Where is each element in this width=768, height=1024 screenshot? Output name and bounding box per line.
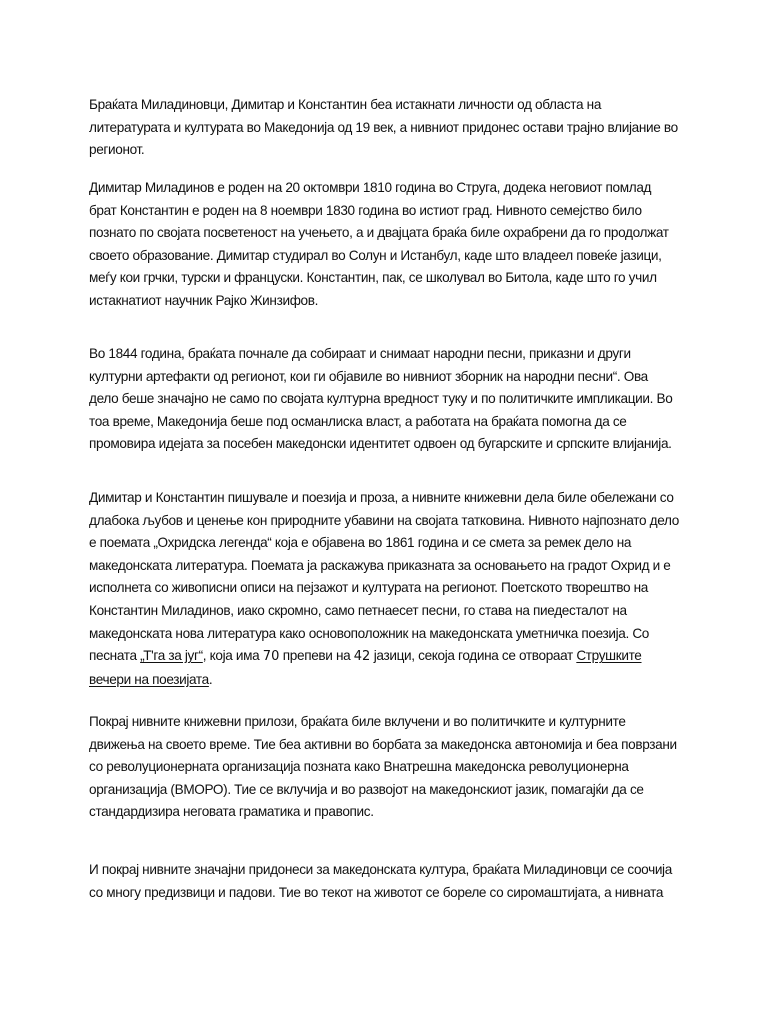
translations-count: 70 [262,649,280,665]
paragraph-intro: Браќата Миладиновци, Димитар и Константин беа истакнати личности од областа на литературата и културата во Македонија од 19 век, а нивниот придонес остави трајно влијание во регионот. [89,97,678,158]
struga-poetry-evenings-link[interactable]: Струшките вечери на поезијата [89,648,642,687]
paragraph-folk-songs: Во 1844 година, браќата почнале да собираат и снимаат народни песни, приказни и други културни артефакти од регионот, кои ги објавиле во нивниот зборник на народни песни“. Ова дело беше значајно не само по својата културна вредност туку и по политичките импликации. Во тоа време, Македонија беше под османлиска власт, а работата на браќата помогна да се промовира идејата за посебен македонски идентитет одвоен од бугарските и српските влијанија. [89,346,673,452]
paragraph-biography: Димитар Миладинов е роден на 20 октомври 1810 година во Струга, додека неговиот помлад брат Константин е роден на 8 ноември 1830 година во истиот град. Нивното семејство било познато по својата посветеност на учењето, а и двајцата браќа биле охрабрени да го продолжат своето образование. Димитар студирал во Солун и Истанбул, каде што владеел повеќе јазици, меѓу кои грчки, турски и француски. Константин, пак, се школувал во Битола, каде што го учил истакнатиот научник Рајко Жинзифов. [89,180,669,308]
paragraph-text-segment: препеви на [279,648,354,664]
languages-count: 42 [353,649,371,665]
paragraph-literary-works [89,487,679,691]
paragraph-text-segment: , која има [202,648,263,664]
paragraph-challenges: И покрај нивните значајни придонеси за македонската култура, браќата Миладиновци се соочија со многу предизвици и падови. Тие во текот на животот се бореле со сиромаштијата, а нивната [89,862,672,900]
paragraph-text-segment: Димитар и Константин пишувале и поезија и проза, а нивните книжевни дела биле обележани со длабока љубов и ценење кон природните убавини на својата татковина. Нивното најпознато дело е поемата „Охридска легенда“ која е објавена во 1861 година и се смета за ремек дело на македонската литература. Поемата ја раскажува приказната за основањето на градот Охрид и е исполнета со живописни описи на пејзажот и културата на регионот. Поетското творештво на Константин Миладинов, иако скромно, само петнаесет песни, го става на пиедесталот на македонската нова литература како основоположник на македонската уметничка поезија. Со песната [89,490,679,664]
poem-tga-za-jug-link[interactable]: „Т'га за југ“ [140,648,203,664]
paragraph-text-segment: . [208,671,213,687]
paragraph-text-segment: јазици, секоја година се отвораат [370,648,577,664]
paragraph-politics: Покрај нивните книжевни прилози, браќата биле вклучени и во политичките и културните движења на своето време. Тие беа активни во борбата за македонска автономија и беа поврзани со револуционерната организација позната како Внатрешна македонска револуционерна организација (ВМОРО). Тие се вклучија и во развојот на македонскиот јазик, помагајќи да се стандардизира неговата граматика и правопис. [89,714,677,820]
